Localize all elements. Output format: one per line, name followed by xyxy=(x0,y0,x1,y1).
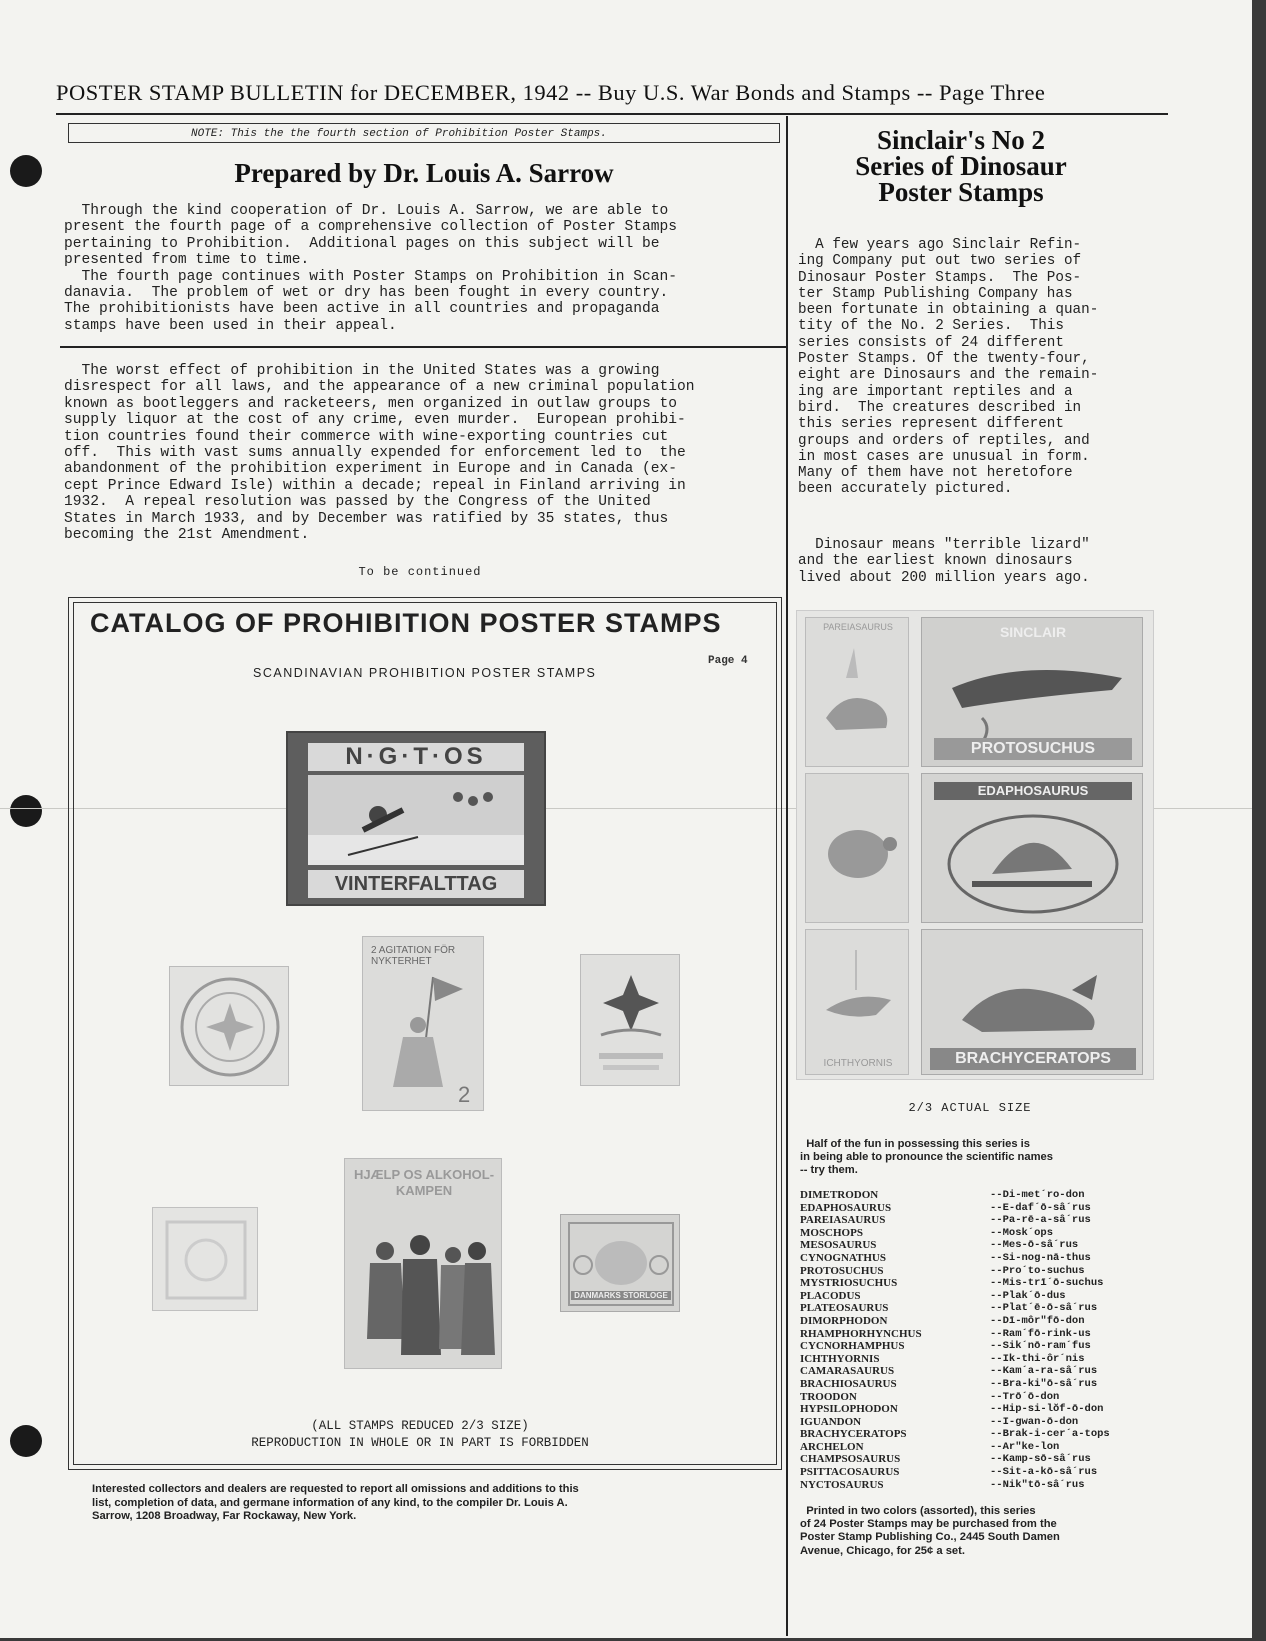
stamp-vinterfalttag-text: VINTERFALTTAG xyxy=(308,870,524,898)
stamp-pareiasaurus-label: PAREIASAURUS xyxy=(823,622,893,632)
pareiasaurus-illustration xyxy=(806,618,910,768)
skier-illustration xyxy=(308,775,524,865)
pronunciation-row xyxy=(800,1340,1120,1353)
faded-emblem-icon xyxy=(153,1208,259,1312)
stamp-ichthyornis xyxy=(805,929,909,1075)
dinosaur-pronunciation: --Bra-ki″ō-sâ´rus xyxy=(990,1377,1098,1390)
dinosaur-name: MYSTRIOSUCHUS xyxy=(800,1277,898,1290)
pronunciation-row xyxy=(800,1403,1120,1416)
dinosaur-pronunciation: --E-daf´ō-sâ´rus xyxy=(990,1201,1091,1214)
turtle-illustration xyxy=(806,774,910,924)
dinosaur-pronunciation: --Si-nog-nā-thus xyxy=(990,1251,1091,1264)
dinosaur-pronunciation: --Ram´fō-rink-us xyxy=(990,1327,1091,1340)
svg-text:2: 2 xyxy=(458,1082,471,1107)
dinosaur-name: PAREIASAURUS xyxy=(800,1214,886,1227)
column-divider xyxy=(786,116,788,1636)
dinosaur-name: MESOSAURUS xyxy=(800,1239,877,1252)
binder-hole xyxy=(10,1425,42,1457)
purchase-note: Printed in two colors (assorted), this series of 24 Poster Stamps may be purchased from the Poster Stamp Publishing Co., 2445 South Damen Avenue, Chicago, for 25¢ a set. xyxy=(800,1505,1060,1557)
pronunciation-row xyxy=(800,1277,1120,1290)
pronunciation-row xyxy=(800,1479,1120,1492)
pronunciation-row xyxy=(800,1453,1120,1466)
binder-hole xyxy=(10,795,42,827)
dinosaur-name: NYCTOSAURUS xyxy=(800,1478,884,1491)
dinosaur-pronunciation: --Pro´to-suchus xyxy=(990,1264,1085,1277)
dinosaur-name: CAMARASAURUS xyxy=(800,1365,895,1378)
stamp-danmark-text: DANMARKS STORLOGE xyxy=(571,1291,671,1300)
note-box: NOTE: This the the fourth section of Prohibition Poster Stamps. xyxy=(68,123,780,143)
stamp-edaphosaurus-label: EDAPHOSAURUS xyxy=(934,782,1132,800)
to-be-continued: To be continued xyxy=(358,565,482,579)
stamp-faded xyxy=(152,1207,258,1311)
dinosaur-name: BRACHIOSAURUS xyxy=(800,1377,897,1390)
dinosaur-name: PLACODUS xyxy=(800,1289,861,1302)
pronunciation-row xyxy=(800,1328,1120,1341)
pronunciation-row xyxy=(800,1265,1120,1278)
dinosaur-pronunciation: --Dī-môr″fō-don xyxy=(990,1314,1085,1327)
dinosaur-pronunciation: --Mosk´ops xyxy=(990,1226,1054,1239)
pronunciation-row xyxy=(800,1428,1120,1441)
left-article-title: Prepared by Dr. Louis A. Sarrow xyxy=(234,158,614,188)
pronunciation-row xyxy=(800,1353,1120,1366)
page-header: POSTER STAMP BULLETIN for DECEMBER, 1942 -- Buy U.S. War Bonds and Stamps -- Page Three xyxy=(56,80,1046,105)
dinosaur-pronunciation: --Nik″tō-sâ´rus xyxy=(990,1478,1085,1491)
size-caption: 2/3 ACTUAL SIZE xyxy=(908,1101,1032,1115)
pronunciation-row xyxy=(800,1227,1120,1240)
stamp-brachyceratops xyxy=(921,929,1143,1075)
pronunciation-row xyxy=(800,1214,1120,1227)
dinosaur-pronunciation: --Mes-ō-sâ´rus xyxy=(990,1239,1079,1252)
pronunciation-row xyxy=(800,1378,1120,1391)
dinosaur-name: PSITTACOSAURUS xyxy=(800,1466,900,1479)
stamp-protosuchus xyxy=(921,617,1143,767)
stamp-templar-orden xyxy=(169,966,289,1086)
right-article-para1: A few years ago Sinclair Refin- ing Company put out two series of Dinosaur Poster Stamps. The Pos- ter Stamp Publishing Company has been fortunate in obtaining a quan- tity of the No. 2 Series. This series consists of 24 different Poster Stamps. Of the twenty-four, eight are Dinosaurs and the remain- ing are important reptiles and a bird. The creatures described in this series represent different groups and orders of reptiles, and in most cases are unusual in form. Many of them have not heretofore been accurately pictured. xyxy=(798,237,1099,498)
dinosaur-pronunciation: --Hip-si-lŏf-ō-don xyxy=(990,1403,1104,1416)
dinosaur-stamp-sheet xyxy=(796,610,1154,1080)
stamp-alkohol-kampen xyxy=(344,1158,502,1369)
dinosaur-pronunciation: --Brak-i-cer´a-tops xyxy=(990,1428,1110,1441)
stamp-protosuchus-label: PROTOSUCHUS xyxy=(934,738,1132,760)
dinosaur-pronunciation: --Kam´a-ra-sâ´rus xyxy=(990,1365,1098,1378)
pronunciation-row xyxy=(800,1302,1120,1315)
dinosaur-pronunciation: --Plak´ō-dus xyxy=(990,1289,1066,1302)
stamp-ngtos-text: N·G·T·OS xyxy=(308,743,524,771)
dinosaur-name: ICHTHYORNIS xyxy=(800,1352,880,1365)
right-article-para2: Dinosaur means "terrible lizard" and the earliest known dinosaurs lived about 200 million years ago. xyxy=(798,537,1090,586)
dinosaur-name: PLATEOSAURUS xyxy=(800,1302,889,1315)
stamp-ski-scene xyxy=(308,775,524,865)
dinosaur-name: IGUANDON xyxy=(800,1415,862,1428)
stamp-goodtemplar-jubileum xyxy=(580,954,680,1086)
stamp-agitation-text: 2 AGITATION FÖR NYKTERHET xyxy=(371,945,456,967)
pronunciation-row xyxy=(800,1202,1120,1215)
catalog-page-label: Page 4 xyxy=(708,655,748,667)
dinosaur-pronunciation: --Sik´nō-ram´fus xyxy=(990,1340,1091,1353)
pronunciation-list xyxy=(800,1189,1120,1491)
cross-emblem-icon xyxy=(581,955,681,1087)
dinosaur-name: MOSCHOPS xyxy=(800,1226,863,1239)
stamp-alkohol-text: HJÆLP OS ALKOHOL-KAMPEN xyxy=(353,1167,495,1198)
dinosaur-pronunciation: --Ar″ke-lon xyxy=(990,1440,1060,1453)
catalog-subtitle: SCANDINAVIAN PROHIBITION POSTER STAMPS xyxy=(253,666,597,680)
dinosaur-name: DIMETRODON xyxy=(800,1189,879,1201)
dinosaur-name: TROODON xyxy=(800,1390,857,1403)
dinosaur-name: DIMORPHODON xyxy=(800,1314,888,1327)
dinosaur-pronunciation: --Sit-a-kō-sâ´rus xyxy=(990,1466,1098,1479)
stamp-agitation xyxy=(362,936,484,1111)
dinosaur-pronunciation: --Pa-rē-a-sâ´rus xyxy=(990,1214,1091,1227)
pronunciation-row xyxy=(800,1315,1120,1328)
pronunciation-row xyxy=(800,1466,1120,1479)
right-article-title: Sinclair's No 2 Series of Dinosaur Poster Stamps xyxy=(855,125,1067,207)
pronunciation-row xyxy=(800,1239,1120,1252)
pronunciation-row xyxy=(800,1441,1120,1454)
dinosaur-pronunciation: --Kamp-sō-sâ´rus xyxy=(990,1453,1091,1466)
stamp-turtle xyxy=(805,773,909,923)
stamp-ichthyornis-label: ICHTHYORNIS xyxy=(823,1058,893,1069)
dinosaur-name: CYNOGNATHUS xyxy=(800,1251,886,1264)
dinosaur-pronunciation: --Ik-thi-ôr´nis xyxy=(990,1352,1085,1365)
left-article-para1: Through the kind cooperation of Dr. Louis A. Sarrow, we are able to present the fourth page of a comprehensive collection of Poster Stamps pertaining to Prohibition. Additional pages on this subject will be presented from time to time. The fourth page continues with Poster Stamps on Prohibition in Scan- danavia. The problem of wet or dry has been fought in every country. The prohibitionists have been active in all countries and propaganda stamps have been used in their appeal. xyxy=(64,203,678,334)
pronunciation-row xyxy=(800,1189,1120,1202)
dinosaur-name: HYPSILOPHODON xyxy=(800,1403,898,1416)
stamp-vinterfalttag xyxy=(286,731,546,906)
stamp-danmarks-storloge xyxy=(560,1214,680,1312)
stamp-pareiasaurus xyxy=(805,617,909,767)
pronunciation-row xyxy=(800,1365,1120,1378)
dinosaur-pronunciation: --Mis-trī´ō-suchus xyxy=(990,1277,1104,1290)
catalog-caption: (ALL STAMPS REDUCED 2/3 SIZE) REPRODUCTION IN WHOLE OR IN PART IS FORBIDDEN xyxy=(251,1419,589,1450)
pronunciation-row xyxy=(800,1252,1120,1265)
pronunciation-row xyxy=(800,1416,1120,1429)
stamp-brand-label: SINCLAIR xyxy=(999,624,1067,640)
stamp-brachyceratops-label: BRACHYCERATOPS xyxy=(930,1048,1136,1070)
header-rule xyxy=(56,113,1168,115)
section-rule xyxy=(60,346,786,348)
dinosaur-name: RHAMPHORHYNCHUS xyxy=(800,1327,922,1340)
left-article-para2: The worst effect of prohibition in the United States was a growing disrespect for all laws, and the appearance of a new criminal population known as bootleggers and racketeers, men organized in outlaw groups to supply liquor at the cost of any crime, even murder. European prohibi- tion countries found their commerce with wine-exporting countries cut off. This with vast sums annually expended for enforcement led to the abandonment of the prohibition experiment in Europe and in Canada (ex- cept Prince Edward Isle) within a decade; repeal in Finland arriving in 1932. A repeal resolution was passed by the Congress of the United States in March 1933, and by December was ratified by 35 states, thus becoming the 21st Amendment. xyxy=(64,363,695,544)
stamp-edaphosaurus xyxy=(921,773,1143,923)
pronunciation-row xyxy=(800,1290,1120,1303)
dinosaur-pronunciation: --I-gwan-ō-don xyxy=(990,1415,1079,1428)
binder-hole xyxy=(10,155,42,187)
dinosaur-name: CHAMPSOSAURUS xyxy=(800,1453,901,1466)
dinosaur-name: BRACHYCERATOPS xyxy=(800,1428,907,1441)
dinosaur-pronunciation: --Trō´ō-don xyxy=(990,1390,1060,1403)
dinosaur-pronunciation: --Plat´ē-ō-sâ´rus xyxy=(990,1302,1098,1315)
pronunciation-intro: Half of the fun in possessing this series is in being able to pronounce the scientific names -- try them. xyxy=(800,1138,1054,1177)
dinosaur-name: PROTOSUCHUS xyxy=(800,1264,884,1277)
templar-seal-icon xyxy=(170,967,290,1087)
dinosaur-name: EDAPHOSAURUS xyxy=(800,1201,892,1214)
dinosaur-pronunciation: --Di-met´ro-don xyxy=(990,1189,1085,1201)
ichthyornis-illustration xyxy=(806,930,910,1076)
catalog-title: CATALOG OF PROHIBITION POSTER STAMPS xyxy=(90,608,722,638)
pronunciation-row xyxy=(800,1391,1120,1404)
catalog-footer: Interested collectors and dealers are requested to report all omissions and additions to this list, completion of data, and germane information of any kind, to the compiler Dr. Louis A. Sarrow, 1208 Broadway, Far Rockaway, New York. xyxy=(92,1483,579,1522)
dinosaur-name: CYCNORHAMPHUS xyxy=(800,1340,905,1353)
dinosaur-name: ARCHELON xyxy=(800,1440,864,1453)
